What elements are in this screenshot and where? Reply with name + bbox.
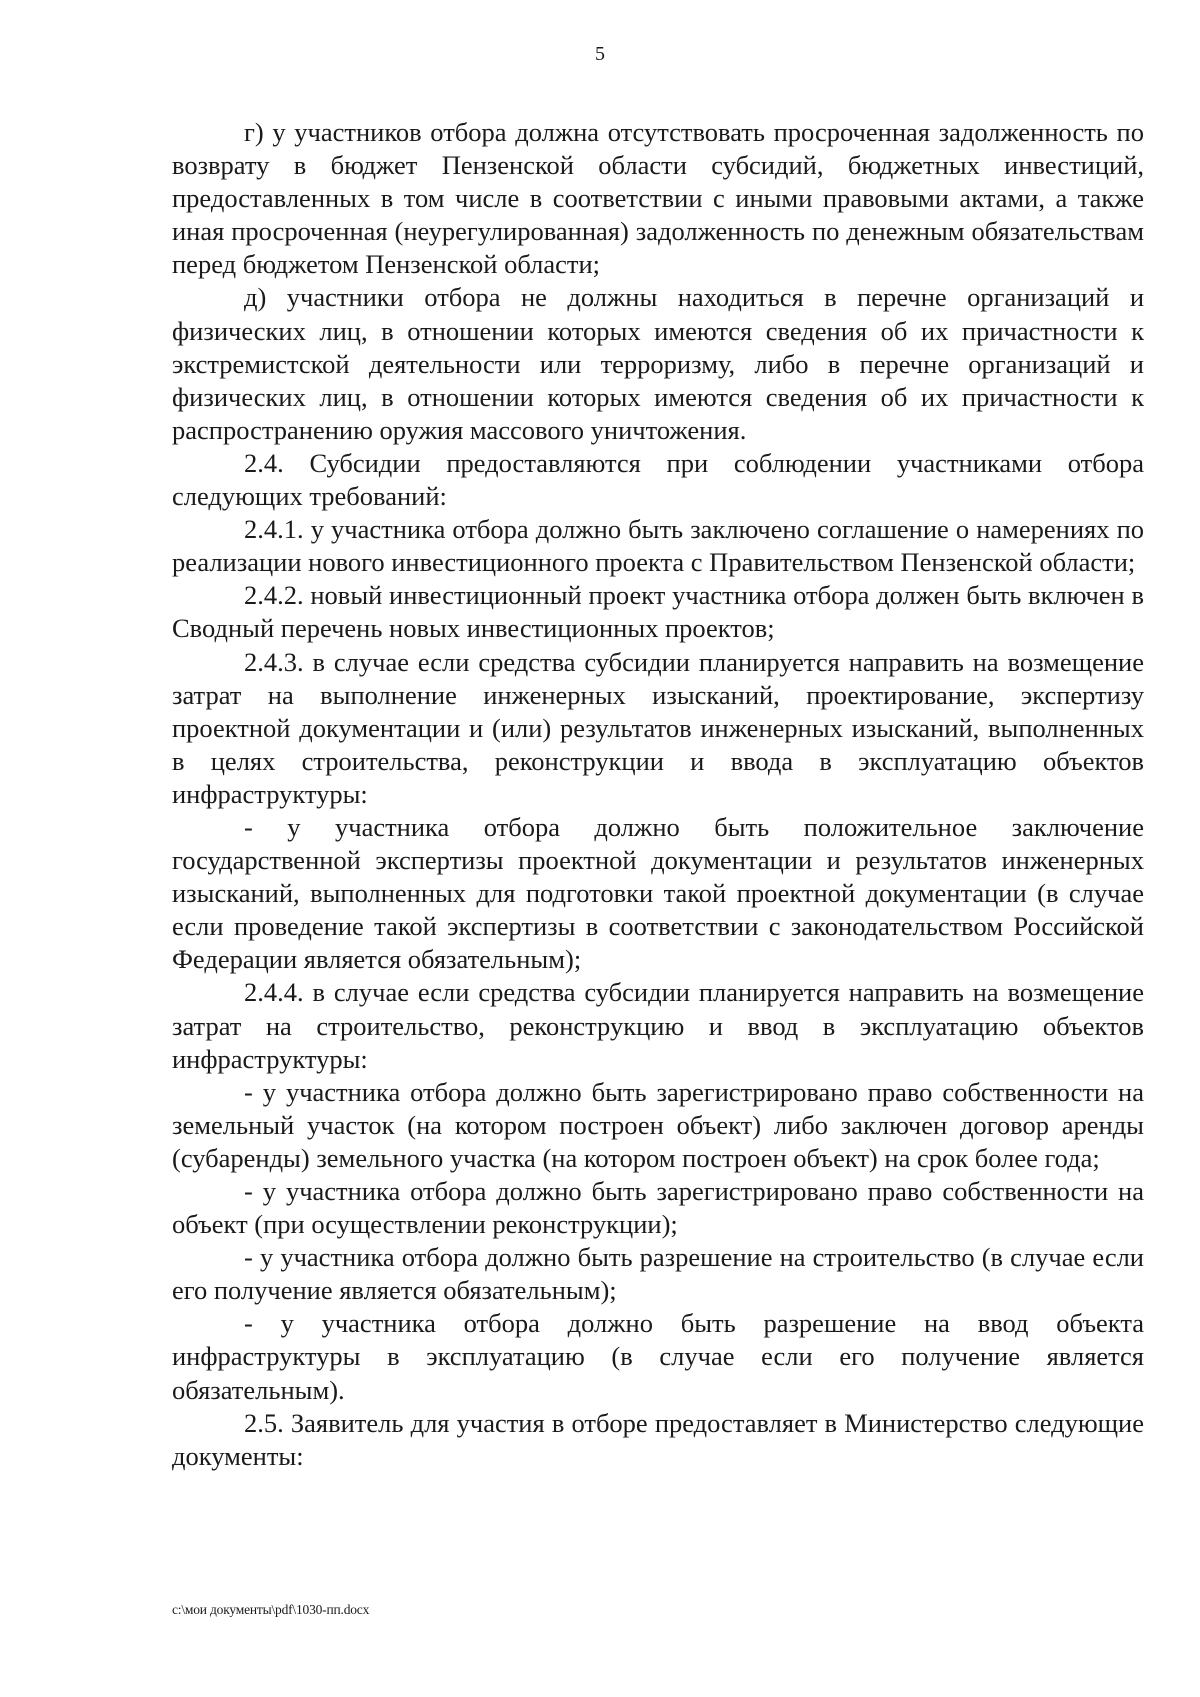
- paragraph-2-4-3-surveys: 2.4.3. в случае если средства субсидии планируется направить на возмещение затрат на выполнение инженерных изысканий, проектирование, экспертизу проектной документации и (или) результатов инженерных изысканий, выполненных в целях строительства, реконструкции и ввода в эксплуатацию объектов инфраструктуры:: [172, 646, 1144, 809]
- paragraph-2-4-4-construction: 2.4.4. в случае если средства субсидии планируется направить на возмещение затрат на строительство, реконструкцию и ввод в эксплуатацию объектов инфраструктуры:: [172, 977, 1144, 1074]
- paragraph-d-extremism-list: д) участники отбора не должны находиться в перечне организаций и физических лиц, в отношении которых имеются сведения об их причастности к экстремистской деятельности или терроризму, либо в перечне организаций и физических лиц, в отношении которых имеются сведения об их причастности к распространению оружия массового уничтожения.: [172, 282, 1144, 445]
- document-body: [172, 116, 1144, 1473]
- paragraph-land-ownership: - у участника отбора должно быть зарегистрировано право собственности на земельный участок (на котором построен объект) либо заключен договор аренды (субаренды) земельного участка (на котором построен объект) на срок более года;: [172, 1076, 1144, 1173]
- paragraph-expertise-conclusion: - у участника отбора должно быть положительное заключение государственной экспертизы проектной документации и результатов инженерных изысканий, выполненных для подготовки такой проектной документации (в случае если проведение такой экспертизы в соответствии с законодательством Российской Федерации является обязательным);: [172, 811, 1144, 975]
- paragraph-2-4-requirements: 2.4. Субсидии предоставляются при соблюдении участниками отбора следующих требований:: [172, 447, 1144, 512]
- page-number: 5: [595, 43, 605, 65]
- paragraph-object-ownership: - у участника отбора должно быть зарегистрировано право собственности на объект (при осуществлении реконструкции);: [172, 1176, 1144, 1240]
- paragraph-g-arrears: г) у участников отбора должна отсутствовать просроченная задолженность по возврату в бюджет Пензенской области субсидий, бюджетных инвестиций, предоставленных в том числе в соответствии с иными правовыми актами, а также иная просроченная (неурегулированная) задолженность по денежным обязательствам перед бюджетом Пензенской области;: [172, 117, 1144, 280]
- paragraph-construction-permit: - у участника отбора должно быть разрешение на строительство (в случае если его получение является обязательным);: [172, 1242, 1144, 1306]
- paragraph-2-4-2-project-list: 2.4.2. новый инвестиционный проект участника отбора должен быть включен в Сводный перечень новых инвестиционных проектов;: [172, 580, 1144, 644]
- paragraph-2-4-1-agreement: 2.4.1. у участника отбора должно быть заключено соглашение о намерениях по реализации нового инвестиционного проекта с Правительством Пензенской области;: [172, 514, 1144, 578]
- paragraph-2-5-documents: 2.5. Заявитель для участия в отборе предоставляет в Министерство следующие документы:: [172, 1407, 1144, 1471]
- footer-file-path: c:\мои документы\pdf\1030-пп.docx: [172, 1602, 370, 1617]
- paragraph-commissioning-permit: - у участника отбора должно быть разрешение на ввод объекта инфраструктуры в эксплуатацию (в случае если его получение является обязательным).: [172, 1308, 1144, 1405]
